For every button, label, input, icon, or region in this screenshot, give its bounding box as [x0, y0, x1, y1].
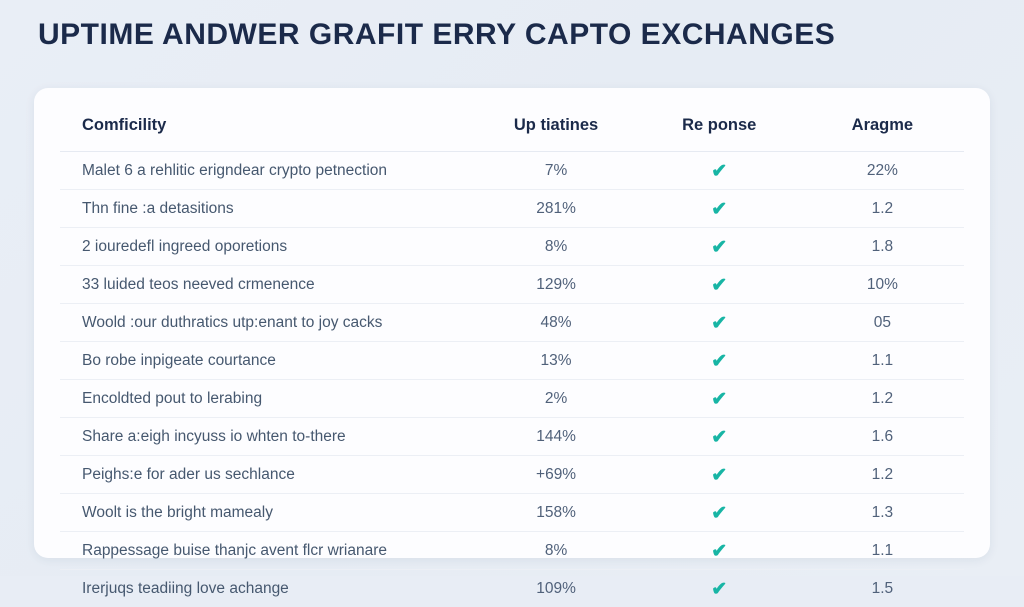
table-row — [60, 418, 964, 456]
cell-response — [638, 456, 801, 494]
table-row — [60, 342, 964, 380]
check-icon: ✔ — [711, 466, 727, 485]
table-row — [60, 152, 964, 190]
cell-uptime: 8% — [474, 228, 637, 266]
column-header-response[interactable]: Re ponse — [638, 110, 801, 152]
cell-response — [638, 266, 801, 304]
cell-response — [638, 532, 801, 570]
metrics-card — [34, 88, 990, 558]
cell-response — [638, 228, 801, 266]
table-row — [60, 532, 964, 570]
cell-metric: 33 luided teos neeved crmenence — [60, 266, 474, 304]
cell-uptime: +69% — [474, 456, 637, 494]
cell-metric: Irerjuqs teadiing love achange — [60, 570, 474, 607]
check-icon: ✔ — [711, 428, 727, 447]
cell-metric: Peighs:e for ader us sechlance — [60, 456, 474, 494]
table-body — [60, 152, 964, 607]
cell-metric: Woolt is the bright mamealy — [60, 494, 474, 532]
table-row — [60, 494, 964, 532]
cell-response — [638, 190, 801, 228]
cell-metric: Thn fine :a detasitions — [60, 190, 474, 228]
cell-uptime: 129% — [474, 266, 637, 304]
check-icon: ✔ — [711, 352, 727, 371]
cell-metric: Share a:eigh incyuss io whten to-there — [60, 418, 474, 456]
cell-uptime: 48% — [474, 304, 637, 342]
table-header-row — [60, 110, 964, 152]
check-icon: ✔ — [711, 390, 727, 409]
table-row — [60, 570, 964, 607]
check-icon: ✔ — [711, 542, 727, 561]
cell-uptime: 7% — [474, 152, 637, 190]
cell-uptime: 109% — [474, 570, 637, 607]
cell-average: 1.3 — [801, 494, 964, 532]
cell-response — [638, 304, 801, 342]
check-icon: ✔ — [711, 238, 727, 257]
cell-metric: Bo robe inpigeate courtance — [60, 342, 474, 380]
cell-response — [638, 570, 801, 607]
cell-uptime: 13% — [474, 342, 637, 380]
column-header-uptime[interactable]: Up tiatines — [474, 110, 637, 152]
cell-average: 1.6 — [801, 418, 964, 456]
cell-average: 22% — [801, 152, 964, 190]
table-row — [60, 266, 964, 304]
cell-average: 1.1 — [801, 532, 964, 570]
table-row — [60, 304, 964, 342]
cell-metric: Malet 6 a rehlitic erigndear crypto petnection — [60, 152, 474, 190]
metrics-table — [60, 110, 964, 607]
cell-average: 1.2 — [801, 380, 964, 418]
cell-uptime: 158% — [474, 494, 637, 532]
cell-average: 1.8 — [801, 228, 964, 266]
cell-average: 05 — [801, 304, 964, 342]
cell-average: 1.5 — [801, 570, 964, 607]
cell-response — [638, 152, 801, 190]
table-row — [60, 380, 964, 418]
cell-uptime: 8% — [474, 532, 637, 570]
cell-uptime: 2% — [474, 380, 637, 418]
cell-response — [638, 494, 801, 532]
cell-response — [638, 418, 801, 456]
cell-metric: Rappessage buise thanjc avent flcr wrianare — [60, 532, 474, 570]
cell-average: 1.1 — [801, 342, 964, 380]
cell-uptime: 144% — [474, 418, 637, 456]
cell-metric: Woold :our duthratics utp:enant to joy cacks — [60, 304, 474, 342]
check-icon: ✔ — [711, 162, 727, 181]
cell-uptime: 281% — [474, 190, 637, 228]
check-icon: ✔ — [711, 504, 727, 523]
cell-average: 1.2 — [801, 456, 964, 494]
page-title: UPTIME ANDWER GRAFIT ERRY CAPTO EXCHANGES — [38, 18, 835, 52]
cell-average: 1.2 — [801, 190, 964, 228]
check-icon: ✔ — [711, 580, 727, 599]
table-header — [60, 110, 964, 152]
check-icon: ✔ — [711, 200, 727, 219]
column-header-average[interactable]: Aragme — [801, 110, 964, 152]
column-header-metric[interactable]: Comficility — [60, 110, 474, 152]
table-row — [60, 190, 964, 228]
table-row — [60, 456, 964, 494]
cell-metric: Encoldted pout to lerabing — [60, 380, 474, 418]
cell-response — [638, 380, 801, 418]
cell-metric: 2 iouredefl ingreed oporetions — [60, 228, 474, 266]
cell-response — [638, 342, 801, 380]
cell-average: 10% — [801, 266, 964, 304]
check-icon: ✔ — [711, 314, 727, 333]
table-row — [60, 228, 964, 266]
check-icon: ✔ — [711, 276, 727, 295]
